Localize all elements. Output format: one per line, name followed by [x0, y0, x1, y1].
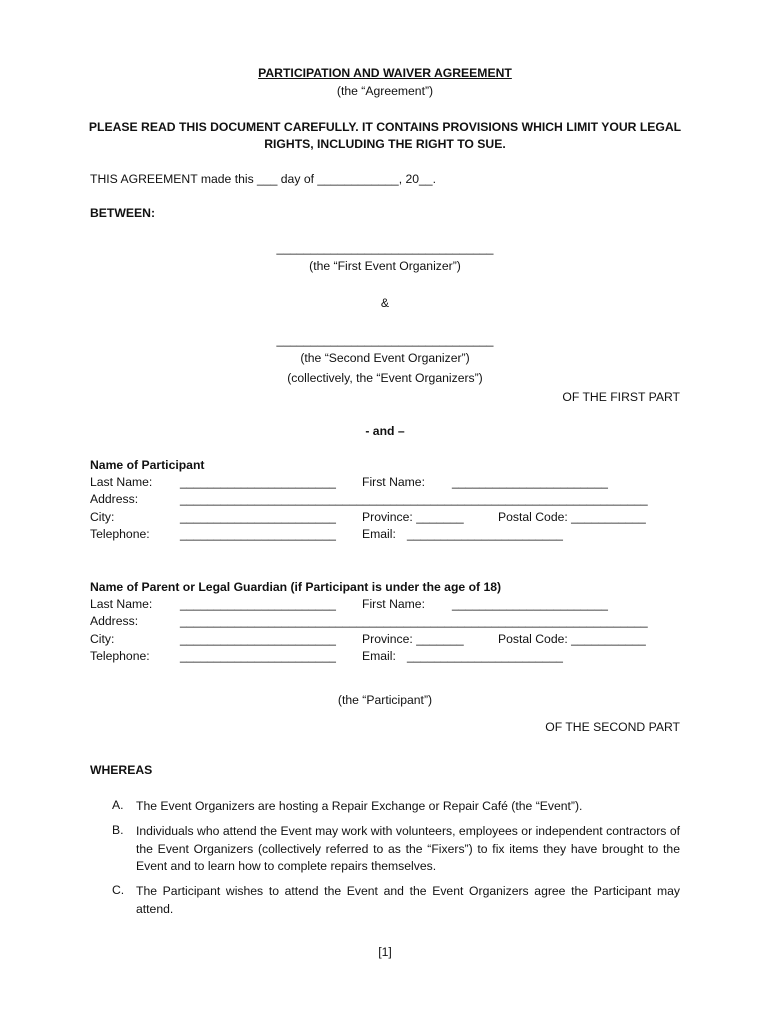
collective-label: (collectively, the “Event Organizers”) [287, 371, 483, 385]
whereas-heading: WHEREAS [90, 763, 153, 777]
page-number: [1] [378, 945, 392, 959]
guardian-last-name-label: Last Name: [90, 597, 153, 611]
guardian-telephone-label: Telephone: [90, 649, 150, 663]
guardian-address-field[interactable]: _____________________________________________________________________ [180, 614, 648, 628]
participant-address-label: Address: [90, 492, 139, 506]
guardian-heading: Name of Parent or Legal Guardian (if Participant is under the age of 18) [90, 580, 502, 594]
participant-last-name-label: Last Name: [90, 475, 153, 489]
warning-line-2: RIGHTS, INCLUDING THE RIGHT TO SUE. [264, 137, 506, 151]
recital-letter: A. [112, 798, 124, 812]
recital-text: Individuals who attend the Event may work with volunteers, employees or independent contractors of the Event Organizers (collectively referred to as the “Fixers”) to fix items they have brought to the Event and to learn how to complete repairs themselves. [136, 824, 680, 873]
participant-first-name-field[interactable]: _______________________ [452, 475, 608, 489]
participant-last-name-field[interactable]: _______________________ [180, 475, 336, 489]
guardian-last-name-field[interactable]: _______________________ [180, 597, 336, 611]
guardian-first-name-field[interactable]: _______________________ [452, 597, 608, 611]
second-organizer-blank: ________________________________ [276, 333, 494, 347]
first-part-label: OF THE FIRST PART [562, 390, 680, 404]
participant-email-field[interactable]: _______________________ [407, 527, 563, 541]
participant-city-label: City: [90, 510, 115, 524]
guardian-postal-code-field[interactable]: Postal Code: ___________ [498, 632, 646, 646]
first-organizer-label: (the “First Event Organizer”) [309, 259, 461, 273]
guardian-province-field[interactable]: Province: _______ [362, 632, 464, 646]
guardian-email-field[interactable]: _______________________ [407, 649, 563, 663]
participant-definition: (the “Participant”) [337, 693, 433, 707]
document-subtitle: (the “Agreement”) [336, 84, 434, 98]
participant-province-field[interactable]: Province: _______ [362, 510, 464, 524]
between-heading: BETWEEN: [90, 206, 155, 220]
participant-postal-code-field[interactable]: Postal Code: ___________ [498, 510, 646, 524]
recital-letter: C. [112, 883, 125, 897]
guardian-email-label: Email: [362, 649, 396, 663]
guardian-first-name-label: First Name: [362, 597, 425, 611]
recital-text: The Participant wishes to attend the Event and the Event Organizers agree the Participant may attend. [136, 884, 680, 916]
participant-telephone-field[interactable]: _______________________ [180, 527, 336, 541]
recital-letter: B. [112, 823, 124, 837]
second-part-label: OF THE SECOND PART [545, 720, 680, 734]
participant-first-name-label: First Name: [362, 475, 425, 489]
guardian-city-field[interactable]: _______________________ [180, 632, 336, 646]
document-title: PARTICIPATION AND WAIVER AGREEMENT [258, 66, 512, 80]
guardian-city-label: City: [90, 632, 115, 646]
participant-address-field[interactable]: _____________________________________________________________________ [180, 492, 648, 506]
warning-line-1: PLEASE READ THIS DOCUMENT CAREFULLY. IT CONTAINS PROVISIONS WHICH LIMIT YOUR LEGAL [88, 120, 682, 134]
first-organizer-blank: ________________________________ [276, 241, 494, 255]
participant-heading: Name of Participant [90, 458, 205, 472]
guardian-telephone-field[interactable]: _______________________ [180, 649, 336, 663]
second-organizer-label: (the “Second Event Organizer”) [300, 351, 470, 365]
agreement-date-line: THIS AGREEMENT made this ___ day of ____________, 20__. [90, 172, 436, 186]
ampersand: & [380, 296, 390, 310]
participant-city-field[interactable]: _______________________ [180, 510, 336, 524]
participant-email-label: Email: [362, 527, 396, 541]
recital-text: The Event Organizers are hosting a Repair Exchange or Repair Café (the “Event”). [136, 799, 583, 813]
and-separator: - and – [365, 424, 405, 438]
participant-telephone-label: Telephone: [90, 527, 150, 541]
guardian-address-label: Address: [90, 614, 139, 628]
